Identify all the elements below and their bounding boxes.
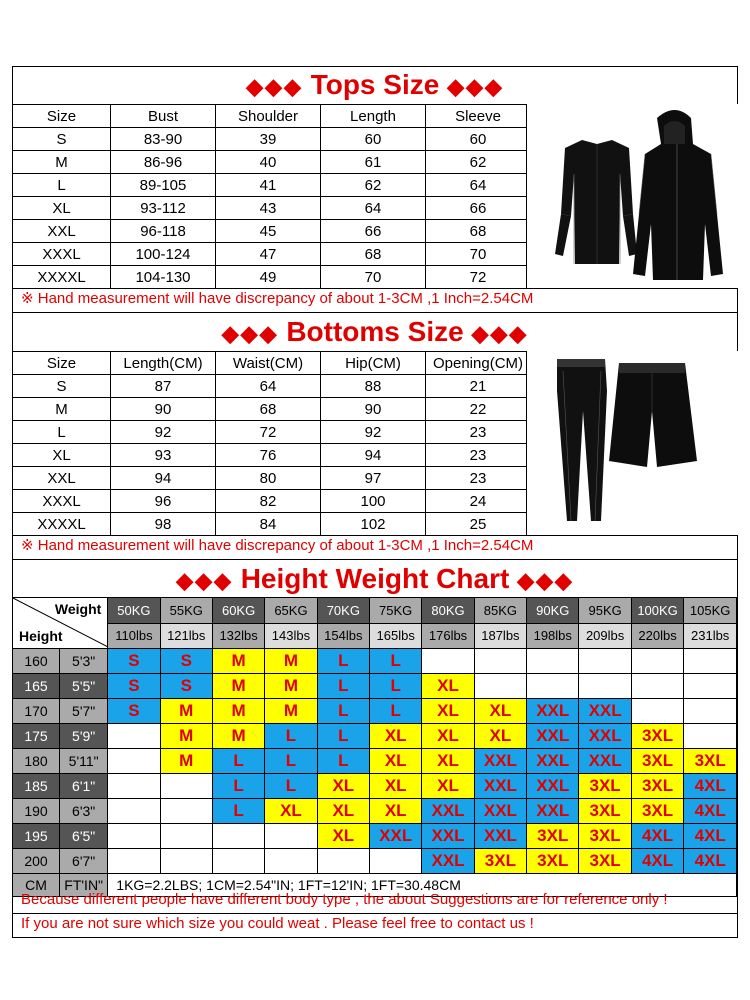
table-cell: 45 [216,220,321,243]
diamonds-left: ◆◆◆ [246,74,303,99]
table-cell: 89-105 [111,174,216,197]
table-cell: M [13,398,111,421]
size-cell: XL [474,699,526,724]
table-cell: 62 [321,174,426,197]
empty-cell [370,849,422,874]
weight-kg-header: 105KG [684,598,737,624]
height-ft: 6'7" [60,849,108,874]
table-cell: 84 [216,513,321,536]
weight-kg-header: 95KG [579,598,631,624]
empty-cell [631,674,684,699]
size-cell: XXL [474,749,526,774]
size-cell: XXL [579,699,631,724]
size-cell: XL [370,799,422,824]
table-cell: XL [13,197,111,220]
table-cell: XXXXL [13,513,111,536]
table-cell: 92 [321,421,426,444]
table-cell: 98 [111,513,216,536]
table-cell: 97 [321,467,426,490]
empty-cell [527,649,579,674]
weight-kg-header: 80KG [422,598,474,624]
size-cell: S [108,649,160,674]
table-cell: 23 [426,467,531,490]
bottoms-title [13,316,737,350]
size-cell: XXL [527,774,579,799]
height-cm: 175 [13,724,60,749]
table-cell: 80 [216,467,321,490]
empty-cell [579,649,631,674]
weight-kg-header: 100KG [631,598,684,624]
empty-cell [212,824,264,849]
table-cell: 68 [426,220,531,243]
empty-cell [108,749,160,774]
table-cell: XXXXL [13,266,111,289]
weight-lbs-header: 209lbs [579,623,631,649]
table-cell: 90 [321,398,426,421]
height-row [13,649,737,674]
size-cell: 3XL [527,824,579,849]
bottoms-note: ※ Hand measurement will have discrepancy of about 1-3CM ,1 Inch=2.54CM [21,537,534,554]
weight-kg-header: 65KG [265,598,317,624]
size-cell: XXL [527,699,579,724]
table-row [13,151,531,174]
size-cell: L [317,699,369,724]
column-header: Bust [111,105,216,128]
size-cell: 4XL [684,849,737,874]
chart-note-1: Because different people have different body type , the about Suggestions are for reference only ! [21,891,668,908]
size-cell: XXL [422,799,474,824]
empty-cell [108,774,160,799]
size-cell: XL [370,774,422,799]
table-cell: XL [13,444,111,467]
weight-height-corner [13,598,108,649]
tops-note: ※ Hand measurement will have discrepancy of about 1-3CM ,1 Inch=2.54CM [21,290,534,307]
weight-kg-header: 70KG [317,598,369,624]
table-cell: 64 [426,174,531,197]
empty-cell [317,849,369,874]
table-cell: 100 [321,490,426,513]
height-cm: 195 [13,824,60,849]
empty-cell [160,799,212,824]
table-cell: M [13,151,111,174]
table-cell: 70 [426,243,531,266]
table-row [13,266,531,289]
size-cell: 4XL [631,824,684,849]
weight-lbs-header: 198lbs [527,623,579,649]
size-cell: XL [422,699,474,724]
size-cell: M [160,699,212,724]
table-cell: 40 [216,151,321,174]
weight-lbs-header: 154lbs [317,623,369,649]
table-cell: 72 [216,421,321,444]
height-row [13,849,737,874]
weight-lbs-header: 165lbs [370,623,422,649]
table-cell: 96-118 [111,220,216,243]
size-cell: L [212,774,264,799]
divider [13,312,737,313]
size-cell: 3XL [684,749,737,774]
size-cell: XXL [527,724,579,749]
height-row [13,799,737,824]
weight-kg-header: 75KG [370,598,422,624]
table-cell: 76 [216,444,321,467]
table-cell: 41 [216,174,321,197]
table-cell: 66 [426,197,531,220]
empty-cell [212,849,264,874]
table-row [13,174,531,197]
size-cell: L [212,749,264,774]
size-cell: M [265,699,317,724]
column-header: Shoulder [216,105,321,128]
table-cell: 93-112 [111,197,216,220]
diamonds-left: ◆◆◆ [176,568,233,593]
table-cell: 96 [111,490,216,513]
table-cell: 23 [426,444,531,467]
weight-kg-header: 55KG [160,598,212,624]
empty-cell [108,799,160,824]
bottoms-title-text: Bottoms Size [286,316,464,347]
table-cell: 104-130 [111,266,216,289]
size-cell: XL [422,774,474,799]
height-row [13,724,737,749]
height-ft: 6'1" [60,774,108,799]
size-cell: XXL [474,799,526,824]
table-cell: L [13,421,111,444]
empty-cell [527,674,579,699]
empty-cell [108,849,160,874]
kg-row [13,598,737,624]
size-cell: 4XL [631,849,684,874]
size-cell: 3XL [631,749,684,774]
table-cell: 102 [321,513,426,536]
size-cell: L [265,774,317,799]
weight-kg-header: 60KG [212,598,264,624]
size-cell: L [370,674,422,699]
size-cell: XXL [527,749,579,774]
header-row [13,105,531,128]
tops-size-table [13,104,531,289]
table-cell: 64 [216,375,321,398]
table-cell: 82 [216,490,321,513]
size-cell: XL [370,749,422,774]
size-cell: M [212,674,264,699]
table-cell: XXL [13,220,111,243]
table-row [13,444,531,467]
table-cell: 22 [426,398,531,421]
empty-cell [265,824,317,849]
weight-lbs-header: 110lbs [108,623,160,649]
size-cell: 3XL [631,799,684,824]
column-header: Size [13,352,111,375]
height-row [13,699,737,724]
height-cm: 185 [13,774,60,799]
size-cell: M [212,699,264,724]
weight-label: Weight [54,601,102,617]
column-header: Size [13,105,111,128]
size-cell: XL [317,774,369,799]
table-cell: 47 [216,243,321,266]
size-cell: XXL [527,799,579,824]
size-cell: XL [317,799,369,824]
table-cell: S [13,375,111,398]
table-cell: 60 [426,128,531,151]
diamonds-right: ◆◆◆ [517,568,574,593]
table-cell: 39 [216,128,321,151]
empty-cell [684,724,737,749]
table-cell: XXL [13,467,111,490]
empty-cell [684,674,737,699]
weight-lbs-header: 143lbs [265,623,317,649]
empty-cell [684,649,737,674]
size-cell: M [160,724,212,749]
weight-lbs-header: 121lbs [160,623,212,649]
footer-ft: FT'IN" [60,874,108,897]
table-cell: 21 [426,375,531,398]
table-cell: 72 [426,266,531,289]
empty-cell [579,674,631,699]
empty-cell [422,649,474,674]
height-ft: 6'3" [60,799,108,824]
height-cm: 165 [13,674,60,699]
size-cell: L [317,649,369,674]
size-cell: M [160,749,212,774]
table-cell: 94 [111,467,216,490]
size-cell: XXL [474,774,526,799]
diamonds-left: ◆◆◆ [221,321,279,346]
height-row [13,749,737,774]
size-cell: L [265,724,317,749]
size-cell: XL [422,724,474,749]
size-cell: S [108,699,160,724]
empty-cell [108,824,160,849]
height-ft: 5'5" [60,674,108,699]
bottoms-size-table [13,351,531,536]
table-row [13,220,531,243]
empty-cell [474,649,526,674]
height-ft: 5'3" [60,649,108,674]
table-row [13,513,531,536]
chart-note-2: If you are not sure which size you could weat . Please feel free to contact us ! [21,915,534,932]
table-cell: 49 [216,266,321,289]
weight-kg-header: 85KG [474,598,526,624]
table-row [13,128,531,151]
diamonds-right: ◆◆◆ [447,74,504,99]
empty-cell [631,699,684,724]
table-cell: XXXL [13,243,111,266]
table-cell: 62 [426,151,531,174]
size-cell: XL [370,724,422,749]
table-cell: 94 [321,444,426,467]
lbs-row [13,623,737,649]
chart-title [13,563,737,597]
table-cell: 64 [321,197,426,220]
column-header: Waist(CM) [216,352,321,375]
chart-title-text: Height Weight Chart [240,563,510,594]
table-cell: 87 [111,375,216,398]
size-cell: 3XL [579,824,631,849]
weight-kg-header: 50KG [108,598,160,624]
size-cell: 3XL [527,849,579,874]
table-cell: 70 [321,266,426,289]
size-cell: 3XL [579,849,631,874]
size-cell: L [212,799,264,824]
table-cell: 93 [111,444,216,467]
size-cell: XL [317,824,369,849]
height-row [13,824,737,849]
table-cell: 100-124 [111,243,216,266]
table-cell: 61 [321,151,426,174]
tops-title [13,69,737,103]
table-cell: 86-96 [111,151,216,174]
weight-kg-header: 90KG [527,598,579,624]
column-header: Hip(CM) [321,352,426,375]
size-cell: L [370,649,422,674]
size-cell: 3XL [631,774,684,799]
table-cell: 25 [426,513,531,536]
diamonds-right: ◆◆◆ [471,321,529,346]
height-cm: 170 [13,699,60,724]
height-cm: 190 [13,799,60,824]
size-cell: 4XL [684,799,737,824]
header-row [13,352,531,375]
table-row [13,243,531,266]
height-ft: 5'7" [60,699,108,724]
height-ft: 5'9" [60,724,108,749]
size-cell: M [212,724,264,749]
size-cell: XXL [579,749,631,774]
footer-cm: CM [13,874,60,897]
table-cell: L [13,174,111,197]
table-row [13,398,531,421]
empty-cell [474,674,526,699]
empty-cell [684,699,737,724]
bottoms-product-image [526,351,738,535]
height-row [13,774,737,799]
table-row [13,490,531,513]
size-cell: 4XL [684,774,737,799]
table-cell: 60 [321,128,426,151]
table-cell: 24 [426,490,531,513]
height-label: Height [19,628,63,644]
table-row [13,467,531,490]
table-row [13,375,531,398]
size-cell: L [317,724,369,749]
size-cell: XXL [370,824,422,849]
size-cell: S [108,674,160,699]
table-cell: 83-90 [111,128,216,151]
size-cell: L [370,699,422,724]
size-cell: M [265,649,317,674]
size-cell: S [160,674,212,699]
size-cell: M [265,674,317,699]
table-cell: 23 [426,421,531,444]
table-cell: 66 [321,220,426,243]
height-cm: 160 [13,649,60,674]
height-cm: 200 [13,849,60,874]
size-cell: L [317,674,369,699]
size-cell: S [160,649,212,674]
size-cell: 3XL [579,774,631,799]
size-cell: M [212,649,264,674]
unit-conversion-note: 1KG=2.2LBS; 1CM=2.54"IN; 1FT=12'IN; 1FT=30.48CM [108,874,737,897]
table-cell: 92 [111,421,216,444]
size-cell: XXL [474,824,526,849]
size-cell: L [317,749,369,774]
height-ft: 6'5" [60,824,108,849]
table-cell: 88 [321,375,426,398]
size-chart-frame [12,66,738,938]
column-header: Opening(CM) [426,352,531,375]
empty-cell [631,649,684,674]
table-cell: XXXL [13,490,111,513]
table-cell: 43 [216,197,321,220]
weight-lbs-header: 231lbs [684,623,737,649]
table-cell: 90 [111,398,216,421]
table-cell: S [13,128,111,151]
size-cell: XL [422,674,474,699]
weight-lbs-header: 187lbs [474,623,526,649]
size-cell: 3XL [474,849,526,874]
size-cell: L [265,749,317,774]
tops-title-text: Tops Size [310,69,440,100]
table-row [13,197,531,220]
table-row [13,421,531,444]
column-header: Length [321,105,426,128]
size-cell: XL [265,799,317,824]
size-cell: XL [422,749,474,774]
height-cm: 180 [13,749,60,774]
size-cell: XL [474,724,526,749]
size-cell: XXL [579,724,631,749]
empty-cell [160,774,212,799]
empty-cell [160,849,212,874]
divider [13,559,737,560]
weight-lbs-header: 176lbs [422,623,474,649]
tops-product-image [526,104,738,288]
column-header: Sleeve [426,105,531,128]
empty-cell [108,724,160,749]
height-weight-table [13,597,737,897]
weight-lbs-header: 132lbs [212,623,264,649]
size-cell: XXL [422,824,474,849]
height-row [13,674,737,699]
size-cell: 3XL [579,799,631,824]
empty-cell [265,849,317,874]
empty-cell [160,824,212,849]
height-ft: 5'11" [60,749,108,774]
size-cell: 3XL [631,724,684,749]
table-cell: 68 [321,243,426,266]
table-cell: 68 [216,398,321,421]
column-header: Length(CM) [111,352,216,375]
size-cell: XXL [422,849,474,874]
size-cell: 4XL [684,824,737,849]
weight-lbs-header: 220lbs [631,623,684,649]
